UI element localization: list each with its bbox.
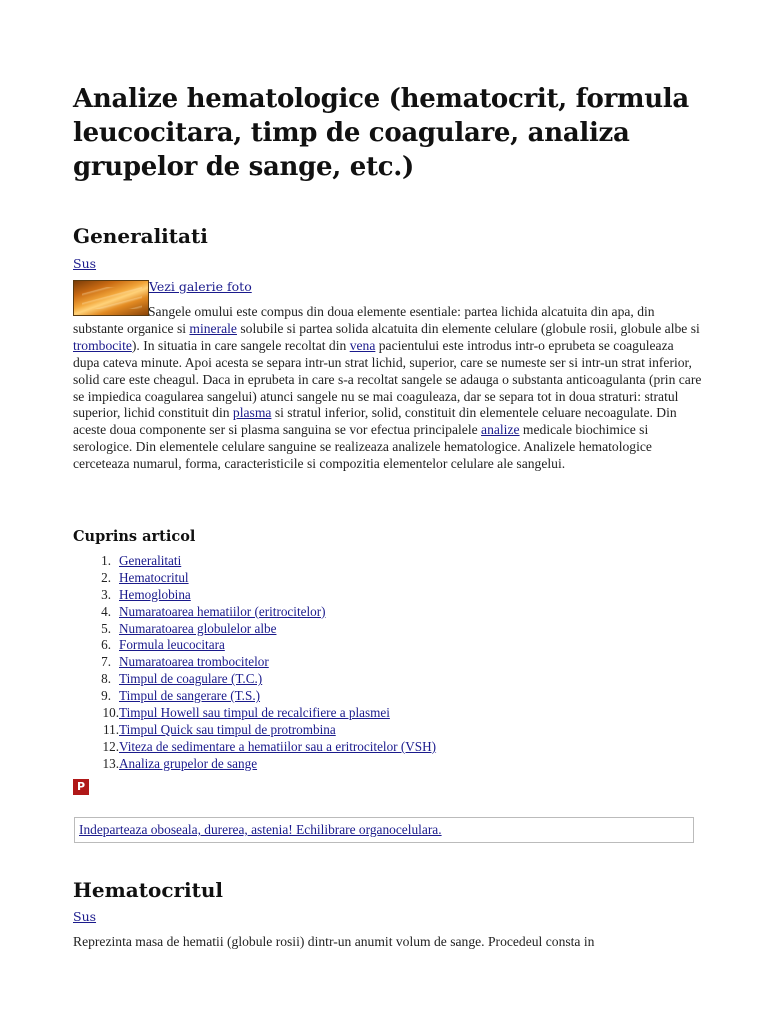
ad-link-box (74, 817, 694, 843)
link-trombocite[interactable]: trombocite (73, 337, 132, 353)
toc-link-numaratoarea-globulelor-albe[interactable]: Numaratoarea globulelor albe (119, 620, 277, 636)
toc-item: 1. Generalitati (101, 553, 182, 568)
toc-link-timpul-howell[interactable]: Timpul Howell sau timpul de recalcifiere a plasmei (119, 705, 390, 721)
toc-item: 11.Timpul Quick sau timpul de protrombina (103, 721, 336, 737)
sus-link[interactable]: Sus (73, 256, 97, 271)
p-badge-icon[interactable]: P (73, 779, 89, 795)
toc-item: 9. Timpul de sangerare (T.S.) (101, 688, 261, 704)
toc-item: 10.Timpul Howell sau timpul de recalcifiere a plasmei (102, 705, 390, 721)
toc-item: 8. Timpul de coagulare (T.C.) (101, 671, 263, 687)
toc-item: 5. Numaratoarea globulelor albe (101, 620, 277, 636)
toc-item: 7. Numaratoarea trombocitelor (101, 654, 269, 670)
toc-link-formula-leucocitara[interactable]: Formula leucocitara (119, 637, 225, 653)
toc-link-numaratoarea-trombocitelor[interactable]: Numaratoarea trombocitelor (119, 654, 269, 670)
toc-heading: Cuprins articol (73, 528, 196, 545)
ad-link[interactable]: Indeparteaza oboseala, durerea, astenia! Echilibrare organocelulara. (79, 822, 442, 837)
toc-item: 3. Hemoglobina (101, 586, 191, 602)
toc-link-timpul-quick[interactable]: Timpul Quick sau timpul de protrombina (119, 721, 336, 737)
gallery-link[interactable]: Vezi galerie foto (149, 279, 252, 294)
link-analize[interactable]: analize (481, 422, 520, 438)
intro-paragraph: Sangele omului este compus din doua elemente esentiale: partea lichida alcatuita din apa, din substante organice si minerale solubile si partea solida alcatuita din elemente celulare (globule rosii, globule albe si trombocite). In situatia in care sangele recoltat din vena pacientului este introdus intr-o eprubeta se coaguleaza dupa cateva minute. Apoi acesta se separa intr-un strat lichid, superior, care se numeste ser si intr-un strat inferior, solid care este cheagul. Daca in eprubeta in care s-a recoltat sangele se adauga o substanta anticoagulanta (prin care se impiedica coagularea sangelui) atunci sangele nu se mai coaguleaza, dar se separa tot in doua straturi: stratul superior, lichid constituit din plasma si stratul inferior, solid, constituit din elementele celuare necoagulate. Din aceste doua componente ser si plasma sanguina se vor efectua principalele analize medicale biochimice si serologice. Din elementele celulare sanguine se realizeaza analizele hematologice. Analizele hematologice cerceteaza numarul, forma, caracteristicile si compozitia elementelor celulare ale sangelui. (73, 304, 702, 472)
link-minerale[interactable]: minerale (189, 320, 237, 336)
toc-link-generalitati[interactable]: Generalitati (119, 553, 182, 568)
toc-item: 6. Formula leucocitara (101, 637, 225, 653)
toc-item: 4. Numaratoarea hematiilor (eritrocitelor) (101, 603, 326, 619)
section-heading-hematocritul: Hematocritul (73, 878, 224, 902)
toc-item: 2. Hematocritul (101, 569, 189, 585)
toc-item: 13.Analiza grupelor de sange (102, 755, 258, 771)
toc-link-timpul-de-coagulare[interactable]: Timpul de coagulare (T.C.) (119, 671, 263, 687)
toc-link-hemoglobina[interactable]: Hemoglobina (119, 586, 191, 602)
link-vena[interactable]: vena (349, 337, 376, 353)
sus-link-2[interactable]: Sus (73, 909, 97, 924)
hematocrit-paragraph: Reprezinta masa de hematii (globule rosii) dintr-un anumit volum de sange. Procedeul consta in (73, 934, 595, 949)
page-title: Analize hematologice (hematocrit, formula leucocitara, timp de coagulare, analiza grupelor de sange, etc.) (73, 84, 689, 182)
toc-link-timpul-de-sangerare[interactable]: Timpul de sangerare (T.S.) (119, 688, 261, 704)
toc-item: 12.Viteza de sedimentare a hematiilor sau a eritrocitelor (VSH) (102, 738, 437, 754)
toc-link-analiza-grupelor[interactable]: Analiza grupelor de sange (119, 755, 258, 771)
toc-link-viteza-de-sedimentare[interactable]: Viteza de sedimentare a hematiilor sau a eritrocitelor (VSH) (119, 738, 437, 754)
toc-link-numaratoarea-hematiilor[interactable]: Numaratoarea hematiilor (eritrocitelor) (119, 603, 326, 619)
table-of-contents (73, 553, 573, 773)
link-plasma[interactable]: plasma (232, 405, 272, 421)
toc-link-hematocritul[interactable]: Hematocritul (119, 569, 189, 585)
section-heading-generalitati: Generalitati (73, 224, 208, 248)
